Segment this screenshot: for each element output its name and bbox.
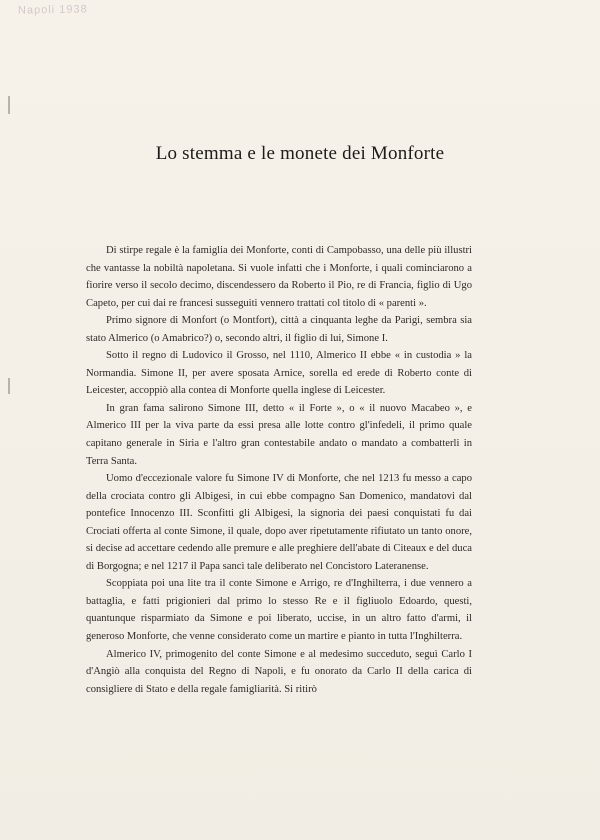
paragraph: Di stirpe regale è la famiglia dei Monforte, conti di Campobasso, una delle più illustri che vantasse la nobiltà napoletana. Si vuole infatti che i Monforte, i quali cominciarono a fiorire verso il secolo decimo, discendessero da Roberto il Pio, re di Francia, figlio di Ugo Capeto, per cui dai re francesi susseguiti vennero trattati col titolo di « parenti ».	[86, 245, 472, 309]
body-text	[86, 242, 472, 698]
paragraph: Scoppiata poi una lite tra il conte Simone e Arrigo, re d'Inghilterra, i due vennero a battaglia, e fatti prigionieri dal primo lo stesso Re e il figliuolo Edoardo, questi, quantunque risparmiato da Simone e poi liberato, uccise, in un altro fatto d'armi, il generoso Monforte, che venne considerato come un martire e pianto in tutta l'Inghilterra.	[86, 578, 472, 643]
margin-mark	[8, 96, 10, 114]
paragraph: Uomo d'eccezionale valore fu Simone IV di Monforte, che nel 1213 fu messo a capo della crociata contro gli Albigesi, in cui ebbe compagno San Domenico, mandatovi dal pontefice Innocenzo III. Sconfitti gli Albigesi, la signoria dei paesi conquistati fu dai Crociati offerta al conte Simone, il quale, dopo aver ripetutamente rifiutato un tanto onore, si decise ad accettare cedendo alle premure e alle preghiere dell'abate di Citeaux e del duca di Borgogna; e nel 1217 il Papa sancì tale deliberato nel Concistoro Lateranense.	[86, 473, 472, 572]
paragraph: Primo signore di Monfort (o Montfort), città a cinquanta leghe da Parigi, sembra sia stato Almerico (o Amabrico?) o, secondo altri, il figlio di lui, Simone I.	[86, 315, 472, 344]
archive-stamp: Napoli 1938	[17, 3, 88, 17]
paragraph: In gran fama salirono Simone III, detto « il Forte », o « il nuovo Macabeo », e Almerico III per la viva parte da essi presa alle lotte contro gl'infedeli, il primo quale capitano generale in Siria e l'altro gran contestabile andato o mandato a combatterli in Terra Santa.	[86, 402, 472, 467]
paragraph: Almerico IV, primogenito del conte Simone e al medesimo succeduto, seguì Carlo I d'Angiò alla conquista del Regno di Napoli, e fu onorato da Carlo II della carica di consigliere di Stato e della regale famigliarità. Si ritirò	[86, 648, 472, 695]
paragraph: Sotto il regno di Ludovico il Grosso, nel 1110, Almerico II ebbe « in custodia » la Normandia. Simone II, per avere sposata Arnice, sorella ed erede di Roberto conte di Leicester, accoppiò alla contea di Monforte quella inglese di Leicester.	[86, 350, 472, 397]
page-title: Lo stemma e le monete dei Monforte	[155, 143, 445, 164]
margin-mark	[8, 378, 10, 394]
